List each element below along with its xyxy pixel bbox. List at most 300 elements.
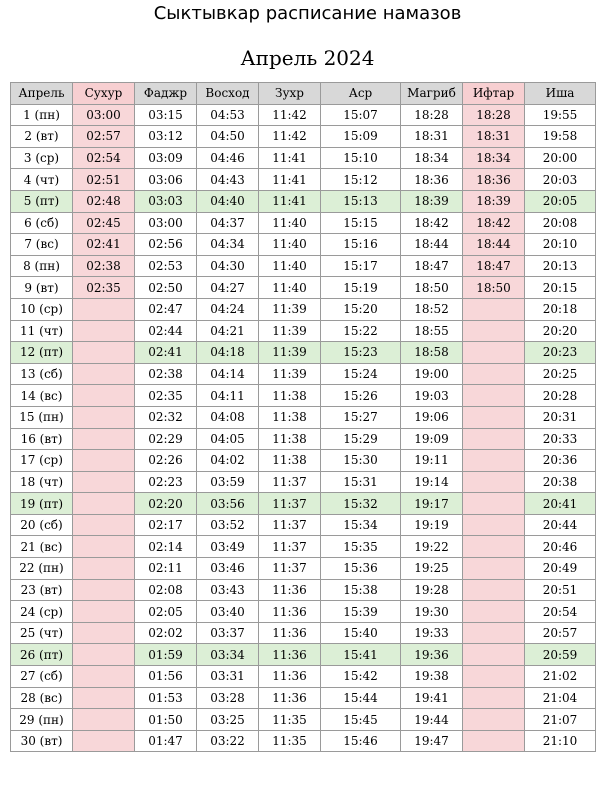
cell-isha: 20:00 (525, 147, 596, 169)
cell-sunrise: 03:22 (197, 730, 259, 752)
cell-asr: 15:13 (321, 190, 401, 212)
cell-isha: 20:03 (525, 169, 596, 191)
cell-isha: 20:15 (525, 277, 596, 299)
cell-fajr: 03:12 (135, 126, 197, 148)
cell-zuhr: 11:40 (259, 234, 321, 256)
cell-zuhr: 11:36 (259, 644, 321, 666)
table-header-row (11, 83, 596, 105)
cell-isha: 21:07 (525, 709, 596, 731)
cell-fajr: 02:14 (135, 536, 197, 558)
cell-isha: 20:33 (525, 428, 596, 450)
cell-zuhr: 11:37 (259, 493, 321, 515)
table-row (11, 471, 596, 493)
cell-fajr: 01:50 (135, 709, 197, 731)
cell-maghrib: 19:11 (401, 450, 463, 472)
cell-asr: 15:38 (321, 579, 401, 601)
table-row (11, 428, 596, 450)
col-header-sunrise: Восход (197, 83, 259, 105)
col-header-maghrib: Магриб (401, 83, 463, 105)
cell-sunrise: 04:11 (197, 385, 259, 407)
cell-fajr: 02:02 (135, 622, 197, 644)
cell-sunrise: 04:02 (197, 450, 259, 472)
cell-sunrise: 04:18 (197, 342, 259, 364)
cell-isha: 20:20 (525, 320, 596, 342)
cell-fajr: 01:59 (135, 644, 197, 666)
cell-suhur (73, 342, 135, 364)
cell-day: 4 (чт) (11, 169, 73, 191)
cell-sunrise: 03:28 (197, 687, 259, 709)
cell-day: 23 (вт) (11, 579, 73, 601)
cell-suhur (73, 666, 135, 688)
table-row (11, 709, 596, 731)
col-header-zuhr: Зухр (259, 83, 321, 105)
cell-asr: 15:42 (321, 666, 401, 688)
cell-day: 7 (вс) (11, 234, 73, 256)
cell-zuhr: 11:36 (259, 666, 321, 688)
cell-maghrib: 19:06 (401, 406, 463, 428)
cell-suhur (73, 363, 135, 385)
table-row (11, 644, 596, 666)
cell-asr: 15:36 (321, 558, 401, 580)
cell-zuhr: 11:41 (259, 169, 321, 191)
table-row (11, 558, 596, 580)
cell-zuhr: 11:38 (259, 406, 321, 428)
month-title: Апрель 2024 (240, 46, 375, 70)
table-row (11, 255, 596, 277)
cell-suhur (73, 298, 135, 320)
cell-maghrib: 18:58 (401, 342, 463, 364)
cell-iftar (463, 601, 525, 623)
cell-maghrib: 19:14 (401, 471, 463, 493)
cell-fajr: 01:47 (135, 730, 197, 752)
cell-iftar: 18:36 (463, 169, 525, 191)
cell-asr: 15:20 (321, 298, 401, 320)
cell-iftar: 18:34 (463, 147, 525, 169)
cell-suhur (73, 730, 135, 752)
cell-fajr: 01:56 (135, 666, 197, 688)
cell-asr: 15:40 (321, 622, 401, 644)
cell-day: 19 (пт) (11, 493, 73, 515)
cell-fajr: 02:17 (135, 514, 197, 536)
cell-zuhr: 11:36 (259, 622, 321, 644)
cell-maghrib: 19:00 (401, 363, 463, 385)
cell-fajr: 03:09 (135, 147, 197, 169)
cell-isha: 20:08 (525, 212, 596, 234)
cell-sunrise: 04:24 (197, 298, 259, 320)
cell-sunrise: 04:14 (197, 363, 259, 385)
cell-suhur (73, 385, 135, 407)
cell-zuhr: 11:42 (259, 126, 321, 148)
cell-isha: 20:31 (525, 406, 596, 428)
cell-iftar (463, 687, 525, 709)
col-header-suhur: Сухур (73, 83, 135, 105)
cell-maghrib: 18:55 (401, 320, 463, 342)
cell-day: 10 (ср) (11, 298, 73, 320)
cell-day: 16 (вт) (11, 428, 73, 450)
cell-asr: 15:15 (321, 212, 401, 234)
cell-suhur (73, 406, 135, 428)
cell-fajr: 02:44 (135, 320, 197, 342)
cell-suhur (73, 558, 135, 580)
cell-day: 17 (ср) (11, 450, 73, 472)
table-row (11, 234, 596, 256)
cell-asr: 15:29 (321, 428, 401, 450)
cell-maghrib: 19:17 (401, 493, 463, 515)
cell-zuhr: 11:36 (259, 579, 321, 601)
cell-maghrib: 19:28 (401, 579, 463, 601)
cell-fajr: 01:53 (135, 687, 197, 709)
cell-day: 22 (пн) (11, 558, 73, 580)
cell-suhur (73, 471, 135, 493)
cell-day: 20 (сб) (11, 514, 73, 536)
cell-isha: 20:13 (525, 255, 596, 277)
cell-asr: 15:22 (321, 320, 401, 342)
cell-suhur (73, 579, 135, 601)
cell-suhur: 02:51 (73, 169, 135, 191)
table-row (11, 320, 596, 342)
cell-asr: 15:10 (321, 147, 401, 169)
cell-maghrib: 18:39 (401, 190, 463, 212)
cell-suhur (73, 320, 135, 342)
cell-asr: 15:12 (321, 169, 401, 191)
cell-day: 2 (вт) (11, 126, 73, 148)
cell-day: 8 (пн) (11, 255, 73, 277)
cell-maghrib: 18:34 (401, 147, 463, 169)
prayer-schedule-table (10, 82, 596, 752)
col-header-day: Апрель (11, 83, 73, 105)
cell-asr: 15:17 (321, 255, 401, 277)
cell-suhur (73, 644, 135, 666)
cell-iftar (463, 493, 525, 515)
table-row (11, 147, 596, 169)
cell-iftar (463, 298, 525, 320)
cell-asr: 15:27 (321, 406, 401, 428)
cell-sunrise: 04:05 (197, 428, 259, 450)
cell-isha: 20:46 (525, 536, 596, 558)
table-row (11, 298, 596, 320)
cell-maghrib: 18:52 (401, 298, 463, 320)
cell-day: 13 (сб) (11, 363, 73, 385)
table-row (11, 514, 596, 536)
table-row (11, 666, 596, 688)
cell-day: 14 (вс) (11, 385, 73, 407)
cell-isha: 20:59 (525, 644, 596, 666)
cell-asr: 15:07 (321, 104, 401, 126)
cell-iftar: 18:50 (463, 277, 525, 299)
cell-day: 11 (чт) (11, 320, 73, 342)
table-row (11, 536, 596, 558)
cell-iftar (463, 644, 525, 666)
cell-fajr: 02:26 (135, 450, 197, 472)
cell-isha: 21:10 (525, 730, 596, 752)
cell-iftar: 18:44 (463, 234, 525, 256)
cell-sunrise: 04:34 (197, 234, 259, 256)
table-row (11, 126, 596, 148)
cell-zuhr: 11:35 (259, 709, 321, 731)
cell-zuhr: 11:36 (259, 687, 321, 709)
cell-maghrib: 18:47 (401, 255, 463, 277)
cell-zuhr: 11:37 (259, 558, 321, 580)
cell-asr: 15:16 (321, 234, 401, 256)
cell-fajr: 02:47 (135, 298, 197, 320)
cell-sunrise: 04:08 (197, 406, 259, 428)
cell-iftar (463, 406, 525, 428)
cell-zuhr: 11:35 (259, 730, 321, 752)
cell-suhur: 02:41 (73, 234, 135, 256)
cell-isha: 20:25 (525, 363, 596, 385)
cell-fajr: 02:32 (135, 406, 197, 428)
cell-maghrib: 19:25 (401, 558, 463, 580)
cell-fajr: 02:20 (135, 493, 197, 515)
cell-fajr: 03:00 (135, 212, 197, 234)
cell-sunrise: 03:37 (197, 622, 259, 644)
cell-asr: 15:41 (321, 644, 401, 666)
cell-fajr: 02:53 (135, 255, 197, 277)
cell-iftar (463, 363, 525, 385)
cell-suhur (73, 536, 135, 558)
table-row (11, 579, 596, 601)
cell-maghrib: 19:09 (401, 428, 463, 450)
cell-sunrise: 03:59 (197, 471, 259, 493)
cell-fajr: 03:15 (135, 104, 197, 126)
cell-sunrise: 03:25 (197, 709, 259, 731)
cell-fajr: 02:50 (135, 277, 197, 299)
cell-iftar: 18:47 (463, 255, 525, 277)
cell-maghrib: 19:33 (401, 622, 463, 644)
cell-asr: 15:23 (321, 342, 401, 364)
cell-suhur: 02:54 (73, 147, 135, 169)
cell-maghrib: 19:03 (401, 385, 463, 407)
cell-isha: 20:44 (525, 514, 596, 536)
cell-suhur (73, 601, 135, 623)
cell-zuhr: 11:39 (259, 363, 321, 385)
cell-zuhr: 11:36 (259, 601, 321, 623)
table-row (11, 363, 596, 385)
cell-iftar (463, 514, 525, 536)
cell-isha: 20:28 (525, 385, 596, 407)
cell-day: 28 (вс) (11, 687, 73, 709)
cell-suhur (73, 622, 135, 644)
cell-sunrise: 04:27 (197, 277, 259, 299)
table-row (11, 277, 596, 299)
cell-zuhr: 11:37 (259, 536, 321, 558)
page-title: Сыктывкар расписание намазов (153, 3, 462, 24)
cell-fajr: 02:41 (135, 342, 197, 364)
cell-isha: 19:58 (525, 126, 596, 148)
cell-iftar: 18:39 (463, 190, 525, 212)
cell-suhur (73, 514, 135, 536)
table-row (11, 450, 596, 472)
cell-maghrib: 19:36 (401, 644, 463, 666)
table-row (11, 212, 596, 234)
cell-sunrise: 03:56 (197, 493, 259, 515)
cell-sunrise: 04:30 (197, 255, 259, 277)
cell-asr: 15:44 (321, 687, 401, 709)
cell-fajr: 02:23 (135, 471, 197, 493)
cell-fajr: 02:35 (135, 385, 197, 407)
cell-day: 3 (ср) (11, 147, 73, 169)
cell-fajr: 02:29 (135, 428, 197, 450)
cell-asr: 15:26 (321, 385, 401, 407)
table-row (11, 687, 596, 709)
cell-maghrib: 18:28 (401, 104, 463, 126)
cell-asr: 15:09 (321, 126, 401, 148)
table-row (11, 104, 596, 126)
cell-fajr: 02:56 (135, 234, 197, 256)
cell-maghrib: 19:19 (401, 514, 463, 536)
cell-zuhr: 11:37 (259, 514, 321, 536)
cell-sunrise: 04:46 (197, 147, 259, 169)
cell-zuhr: 11:37 (259, 471, 321, 493)
cell-maghrib: 18:50 (401, 277, 463, 299)
cell-suhur: 02:38 (73, 255, 135, 277)
cell-asr: 15:46 (321, 730, 401, 752)
cell-isha: 20:54 (525, 601, 596, 623)
cell-iftar (463, 385, 525, 407)
cell-zuhr: 11:40 (259, 277, 321, 299)
cell-maghrib: 18:36 (401, 169, 463, 191)
cell-asr: 15:19 (321, 277, 401, 299)
col-header-isha: Иша (525, 83, 596, 105)
cell-suhur (73, 428, 135, 450)
cell-asr: 15:45 (321, 709, 401, 731)
cell-suhur (73, 709, 135, 731)
cell-day: 18 (чт) (11, 471, 73, 493)
cell-zuhr: 11:40 (259, 212, 321, 234)
cell-iftar (463, 536, 525, 558)
cell-zuhr: 11:39 (259, 320, 321, 342)
col-header-asr: Аср (321, 83, 401, 105)
cell-sunrise: 04:43 (197, 169, 259, 191)
cell-iftar (463, 558, 525, 580)
cell-asr: 15:39 (321, 601, 401, 623)
table-row (11, 169, 596, 191)
cell-isha: 20:49 (525, 558, 596, 580)
cell-day: 15 (пн) (11, 406, 73, 428)
cell-isha: 20:23 (525, 342, 596, 364)
cell-day: 6 (сб) (11, 212, 73, 234)
cell-iftar (463, 342, 525, 364)
cell-zuhr: 11:38 (259, 450, 321, 472)
cell-zuhr: 11:42 (259, 104, 321, 126)
cell-asr: 15:35 (321, 536, 401, 558)
cell-isha: 20:05 (525, 190, 596, 212)
cell-zuhr: 11:38 (259, 428, 321, 450)
cell-sunrise: 04:50 (197, 126, 259, 148)
cell-day: 1 (пн) (11, 104, 73, 126)
cell-sunrise: 04:21 (197, 320, 259, 342)
cell-zuhr: 11:41 (259, 190, 321, 212)
cell-maghrib: 18:31 (401, 126, 463, 148)
cell-iftar (463, 579, 525, 601)
cell-day: 9 (вт) (11, 277, 73, 299)
cell-asr: 15:32 (321, 493, 401, 515)
cell-suhur (73, 493, 135, 515)
cell-day: 12 (пт) (11, 342, 73, 364)
cell-iftar (463, 622, 525, 644)
cell-suhur: 02:45 (73, 212, 135, 234)
cell-iftar (463, 320, 525, 342)
cell-suhur (73, 687, 135, 709)
cell-asr: 15:30 (321, 450, 401, 472)
cell-sunrise: 04:40 (197, 190, 259, 212)
cell-maghrib: 19:44 (401, 709, 463, 731)
cell-suhur (73, 450, 135, 472)
table-row (11, 622, 596, 644)
col-header-fajr: Фаджр (135, 83, 197, 105)
cell-fajr: 02:05 (135, 601, 197, 623)
cell-suhur: 02:48 (73, 190, 135, 212)
cell-asr: 15:24 (321, 363, 401, 385)
cell-sunrise: 03:34 (197, 644, 259, 666)
cell-iftar: 18:42 (463, 212, 525, 234)
cell-iftar: 18:31 (463, 126, 525, 148)
cell-iftar: 18:28 (463, 104, 525, 126)
table-row (11, 493, 596, 515)
cell-maghrib: 19:47 (401, 730, 463, 752)
table-row (11, 190, 596, 212)
cell-sunrise: 03:40 (197, 601, 259, 623)
cell-zuhr: 11:39 (259, 298, 321, 320)
cell-day: 27 (сб) (11, 666, 73, 688)
cell-suhur: 02:57 (73, 126, 135, 148)
cell-maghrib: 18:42 (401, 212, 463, 234)
cell-sunrise: 03:43 (197, 579, 259, 601)
cell-day: 24 (ср) (11, 601, 73, 623)
cell-fajr: 02:11 (135, 558, 197, 580)
cell-asr: 15:31 (321, 471, 401, 493)
cell-isha: 20:10 (525, 234, 596, 256)
cell-fajr: 02:38 (135, 363, 197, 385)
cell-day: 21 (вс) (11, 536, 73, 558)
table-row (11, 601, 596, 623)
cell-sunrise: 03:49 (197, 536, 259, 558)
cell-iftar (463, 471, 525, 493)
table-row (11, 342, 596, 364)
cell-sunrise: 03:31 (197, 666, 259, 688)
cell-zuhr: 11:38 (259, 385, 321, 407)
cell-isha: 20:51 (525, 579, 596, 601)
cell-iftar (463, 730, 525, 752)
cell-day: 5 (пт) (11, 190, 73, 212)
cell-zuhr: 11:41 (259, 147, 321, 169)
table-row (11, 406, 596, 428)
cell-maghrib: 18:44 (401, 234, 463, 256)
cell-maghrib: 19:41 (401, 687, 463, 709)
table-row (11, 385, 596, 407)
cell-maghrib: 19:38 (401, 666, 463, 688)
cell-asr: 15:34 (321, 514, 401, 536)
cell-isha: 21:04 (525, 687, 596, 709)
col-header-iftar: Ифтар (463, 83, 525, 105)
cell-isha: 19:55 (525, 104, 596, 126)
cell-iftar (463, 709, 525, 731)
cell-iftar (463, 450, 525, 472)
cell-isha: 21:02 (525, 666, 596, 688)
cell-zuhr: 11:39 (259, 342, 321, 364)
cell-sunrise: 03:52 (197, 514, 259, 536)
cell-isha: 20:36 (525, 450, 596, 472)
cell-day: 26 (пт) (11, 644, 73, 666)
cell-fajr: 02:08 (135, 579, 197, 601)
cell-suhur: 02:35 (73, 277, 135, 299)
cell-zuhr: 11:40 (259, 255, 321, 277)
cell-day: 30 (вт) (11, 730, 73, 752)
table-row (11, 730, 596, 752)
cell-day: 25 (чт) (11, 622, 73, 644)
cell-iftar (463, 666, 525, 688)
cell-maghrib: 19:22 (401, 536, 463, 558)
